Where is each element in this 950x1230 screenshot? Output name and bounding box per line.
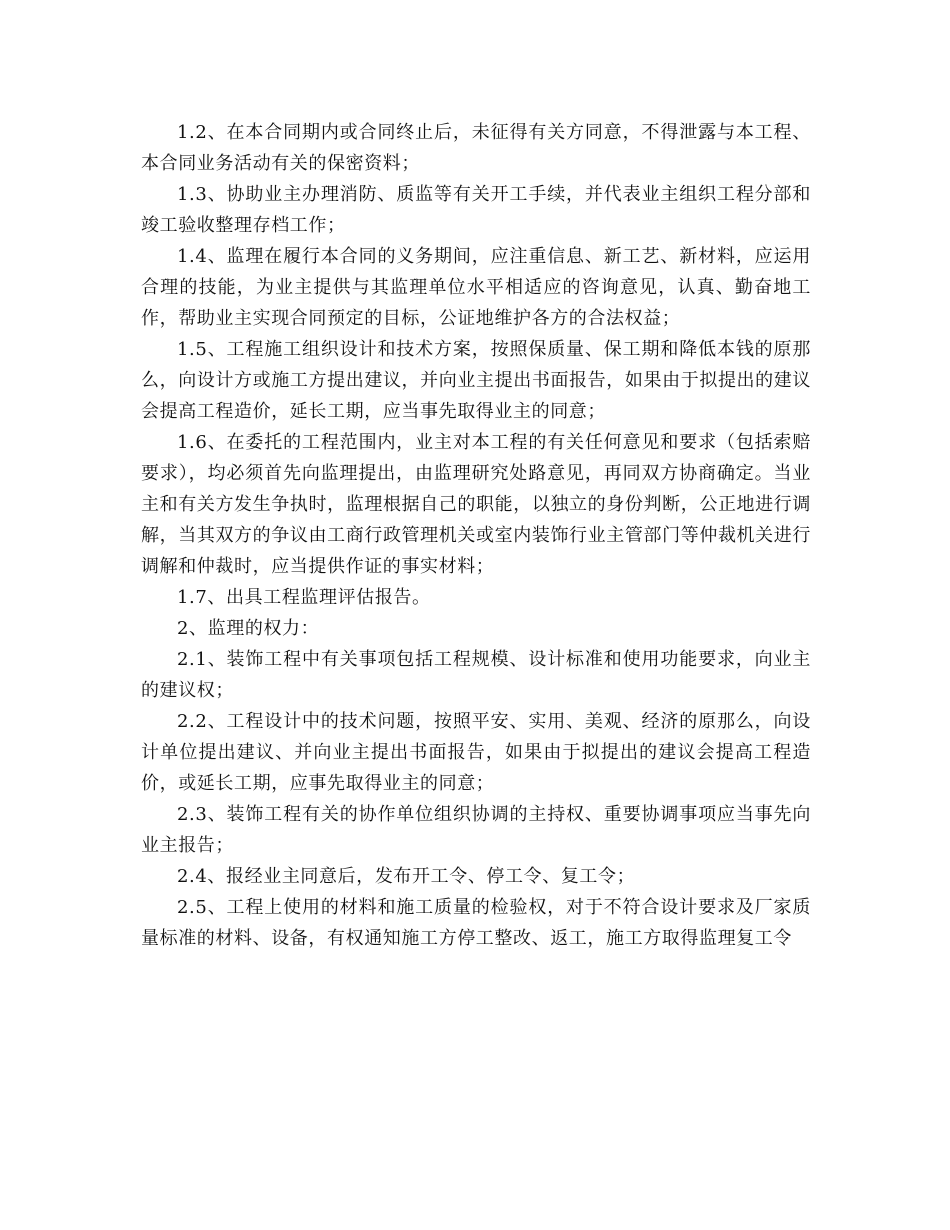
paragraph-1-6: 1.6、在委托的工程范围内，业主对本工程的有关任何意见和要求（包括索赔要求），均必须首先向监理提出，由监理研究处路意见，再同双方协商确定。当业主和有关方发生争执时，监理根据自己的职能，以独立的身份判断，公正地进行调解，当其双方的争议由工商行政管理机关或室内装饰行业主管部门等仲裁机关进行调解和仲裁时，应当提供作证的事实材料； xyxy=(141,432,811,577)
section-heading-2: 2、监理的权力： xyxy=(177,618,320,639)
document-body xyxy=(141,117,811,954)
paragraph-1-4: 1.4、监理在履行本合同的义务期间，应注重信息、新工艺、新材料，应运用合理的技能，为业主提供与其监理单位水平相适应的咨询意见，认真、勤奋地工作，帮助业主实现合同预定的目标，公证地维护各方的合法权益； xyxy=(141,246,811,329)
paragraph-2-5: 2.5、工程上使用的材料和施工质量的检验权，对于不符合设计要求及厂家质量标准的材料、设备，有权通知施工方停工整改、返工，施工方取得监理复工令 xyxy=(141,897,811,949)
paragraph-1-7: 1.7、出具工程监理评估报告。 xyxy=(177,587,431,608)
paragraph-1-2: 1.2、在本合同期内或合同终止后，未征得有关方同意，不得泄露与本工程、本合同业务活动有关的保密资料； xyxy=(141,122,811,174)
paragraph-2-2: 2.2、工程设计中的技术问题，按照平安、实用、美观、经济的原那么，向设计单位提出建议、并向业主提出书面报告，如果由于拟提出的建议会提高工程造价，或延长工期，应事先取得业主的同意； xyxy=(141,711,811,794)
paragraph-1-3: 1.3、协助业主办理消防、质监等有关开工手续，并代表业主组织工程分部和竣工验收整理存档工作； xyxy=(141,184,811,236)
paragraph-2-4: 2.4、报经业主同意后，发布开工令、停工令、复工令； xyxy=(177,866,636,887)
paragraph-1-5: 1.5、工程施工组织设计和技术方案，按照保质量、保工期和降低本钱的原那么，向设计方或施工方提出建议，并向业主提出书面报告，如果由于拟提出的建议会提高工程造价，延长工期，应当事先取得业主的同意； xyxy=(141,339,811,422)
paragraph-2-3: 2.3、装饰工程有关的协作单位组织协调的主持权、重要协调事项应当事先向业主报告； xyxy=(141,804,811,856)
paragraph-2-1: 2.1、装饰工程中有关事项包括工程规模、设计标准和使用功能要求，向业主的建议权； xyxy=(141,649,811,701)
